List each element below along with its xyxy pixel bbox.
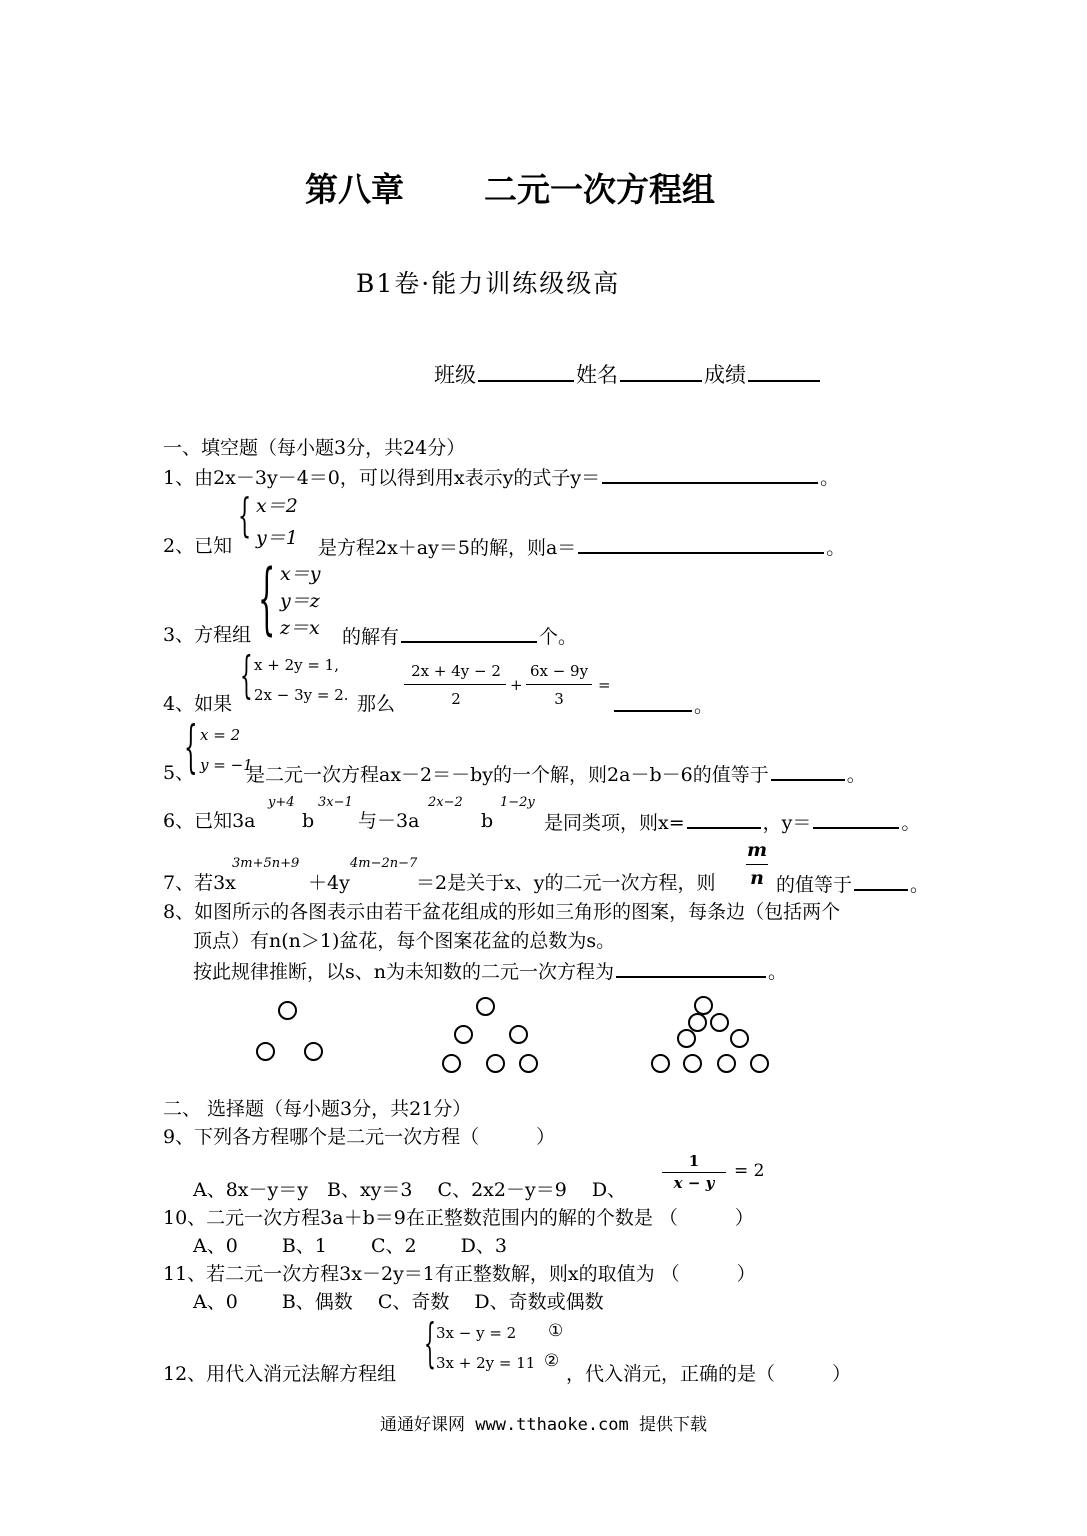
q11-text: 11、若二元一次方程3x－2y＝1有正整数解，则x的取值为 （ ） [163, 1263, 756, 1285]
question-7 [776, 871, 929, 897]
class-label: 班级 [434, 363, 476, 387]
q9-frac-den: x − y [673, 1174, 715, 1192]
q1-end: 。 [820, 467, 840, 489]
q6-exp-2: 3x−1 [318, 795, 353, 810]
section1-heading: 一、填空题（每小题3分，共24分） [163, 437, 466, 459]
q5-sys-2: y = −1 [200, 756, 253, 774]
q10-text: 10、二元一次方程3a＋b＝9在正整数范围内的解的个数是 （ ） [163, 1207, 754, 1229]
q3-sys-1: x＝y [280, 563, 321, 585]
q9-frac-line [662, 1172, 726, 1173]
score-blank[interactable] [748, 362, 820, 382]
q8-line-2: 顶点）有n(n＞1)盆花，每个图案花盆的总数为s。 [193, 930, 616, 952]
q11-options: A、0 B、偶数 C、奇数 D、奇数或偶数 [193, 1291, 604, 1313]
pot-circle [750, 1054, 769, 1073]
q2-prefix: 2、已知 [163, 535, 233, 557]
chapter-name: 二元一次方程组 [484, 170, 715, 209]
q4-den-1: 2 [451, 690, 461, 708]
q8-line-1: 8、如图所示的各图表示由若干盆花组成的形如三角形的图案，每条边（包括两个 [163, 901, 841, 923]
q4-blank[interactable] [614, 692, 692, 712]
q5-blank[interactable] [771, 761, 845, 781]
pot-circle [476, 997, 495, 1016]
q4-end: 。 [694, 695, 714, 717]
pot-circle [519, 1054, 538, 1073]
q3-blank[interactable] [401, 623, 537, 643]
q7-part-4: 的值等于 [776, 874, 853, 896]
q8-blank[interactable] [616, 958, 766, 978]
q3-brace: { [258, 554, 276, 644]
pot-circle [677, 1029, 696, 1048]
q12-text: ，代入消元，正确的是（ ） [566, 1363, 852, 1385]
q7-frac-line [746, 864, 768, 865]
pot-circle [683, 1054, 702, 1073]
pot-circle [486, 1054, 505, 1073]
question-5 [246, 761, 866, 787]
q6-part-6: ，y＝ [762, 812, 812, 834]
q7-part-3: ＝2是关于x、y的二元一次方程，则 [416, 872, 716, 894]
pot-circle [730, 1029, 749, 1048]
q7-part-1: 7、若3x [163, 872, 236, 894]
q6-part-3: 与－3a [358, 810, 420, 832]
q4-sys-2: 2x − 3y = 2. [254, 686, 349, 704]
q4-den-2: 3 [554, 690, 564, 708]
q12-mark-1: ① [548, 1321, 564, 1341]
chapter-label: 第八章 [305, 170, 404, 209]
q4-frac-line-1 [404, 684, 506, 685]
q4-num-2: 6x − 9y [529, 662, 589, 680]
q7-blank[interactable] [854, 871, 908, 891]
q10-options: A、0 B、1 C、2 D、3 [193, 1235, 507, 1257]
q6-blank-x[interactable] [687, 809, 761, 829]
pot-circle [442, 1054, 461, 1073]
q6-part-4: b [481, 810, 494, 832]
q6-exp-3: 2x−2 [428, 795, 463, 810]
pot-circle [710, 1013, 729, 1032]
q6-end: 。 [901, 812, 921, 834]
q4-prefix: 4、如果 [163, 693, 233, 715]
q12-prefix: 12、用代入消元法解方程组 [163, 1363, 397, 1385]
student-info [434, 362, 822, 387]
q9-text: 9、下列各方程哪个是二元一次方程（ ） [163, 1126, 556, 1148]
pot-circle [454, 1025, 473, 1044]
pot-circle [304, 1042, 323, 1061]
subtitle: B1卷·能力训练级级高 [356, 269, 621, 298]
q4-mid: 那么 [357, 693, 396, 715]
q4-brace: { [240, 646, 253, 704]
q2-brace: { [238, 488, 252, 542]
q5-sys-1: x = 2 [200, 726, 241, 744]
q4-plus: + [510, 676, 523, 694]
section2-heading: 二、 选择题（每小题3分，共21分） [163, 1098, 472, 1120]
q4-frac-line-2 [526, 684, 592, 685]
pot-circle [278, 1001, 297, 1020]
q9-frac-rhs: = 2 [734, 1161, 765, 1181]
q12-sys-2: 3x + 2y = 11 [436, 1354, 536, 1372]
q7-part-2: ＋4y [308, 872, 350, 894]
name-blank[interactable] [620, 362, 702, 382]
q4-num-1: 2x + 4y − 2 [411, 662, 501, 680]
q2-blank[interactable] [578, 534, 824, 554]
question-1 [163, 464, 839, 490]
page-title [305, 164, 715, 211]
q12-sys-1: 3x − y = 2 [436, 1324, 517, 1342]
q5-brace: { [184, 715, 198, 780]
question-2 [318, 534, 845, 560]
q4-eq: = [598, 676, 611, 694]
q6-blank-y[interactable] [813, 809, 899, 829]
q6-part-2: b [302, 810, 315, 832]
q1-blank[interactable] [602, 464, 818, 484]
q6-part-5: 是同类项，则x= [544, 812, 685, 834]
question-4 [612, 692, 713, 718]
q9-options: A、8x－y＝y B、xy＝3 C、2x2－y＝9 D、 [193, 1179, 627, 1201]
q8-line-3: 按此规律推断，以s、n为未知数的二元一次方程为 [193, 961, 614, 983]
question-8 [193, 958, 787, 984]
class-blank[interactable] [478, 362, 574, 382]
question-6 [544, 809, 920, 835]
q7-exp-1: 3m+5n+9 [232, 856, 300, 871]
q5-end: 。 [846, 764, 866, 786]
q3-end: 个。 [539, 626, 578, 648]
q3-prefix: 3、方程组 [163, 624, 252, 646]
q6-part-1: 6、已知3a [163, 810, 256, 832]
q3-sys-3: z＝x [280, 617, 320, 639]
pot-circle [509, 1025, 528, 1044]
q6-exp-4: 1−2y [500, 795, 535, 810]
q2-end: 。 [826, 537, 846, 559]
q7-num: m [746, 839, 768, 861]
q9-frac-num: 1 [688, 1152, 700, 1170]
q6-exp-1: y+4 [268, 795, 295, 810]
q7-exp-2: 4m−2n−7 [350, 856, 418, 871]
pot-circle [256, 1042, 275, 1061]
pot-circle [651, 1054, 670, 1073]
q2-text: 是方程2x＋ay＝5的解，则a＝ [318, 537, 577, 559]
q4-sys-1: x + 2y = 1, [254, 656, 339, 674]
q7-den: n [750, 867, 764, 889]
footer-credit: 通通好课网 www.tthaoke.com 提供下载 [380, 1415, 707, 1435]
question-3 [342, 623, 577, 649]
q12-brace: { [424, 1314, 436, 1374]
q8-end: 。 [768, 961, 788, 983]
q7-end: 。 [910, 874, 930, 896]
q3-text: 的解有 [342, 626, 400, 648]
q2-sys-2: y＝1 [256, 527, 298, 549]
q5-prefix: 5、 [163, 762, 195, 784]
q1-text: 1、由2x－3y－4＝0，可以得到用x表示y的式子y＝ [163, 467, 601, 489]
pot-circle [717, 1054, 736, 1073]
q2-sys-1: x＝2 [256, 495, 298, 517]
q12-mark-2: ② [544, 1351, 560, 1371]
score-label: 成绩 [704, 363, 746, 387]
q5-text: 是二元一次方程ax－2＝－by的一个解，则2a－b－6的值等于 [246, 764, 769, 786]
q3-sys-2: y＝z [280, 590, 320, 612]
name-label: 姓名 [576, 363, 618, 387]
